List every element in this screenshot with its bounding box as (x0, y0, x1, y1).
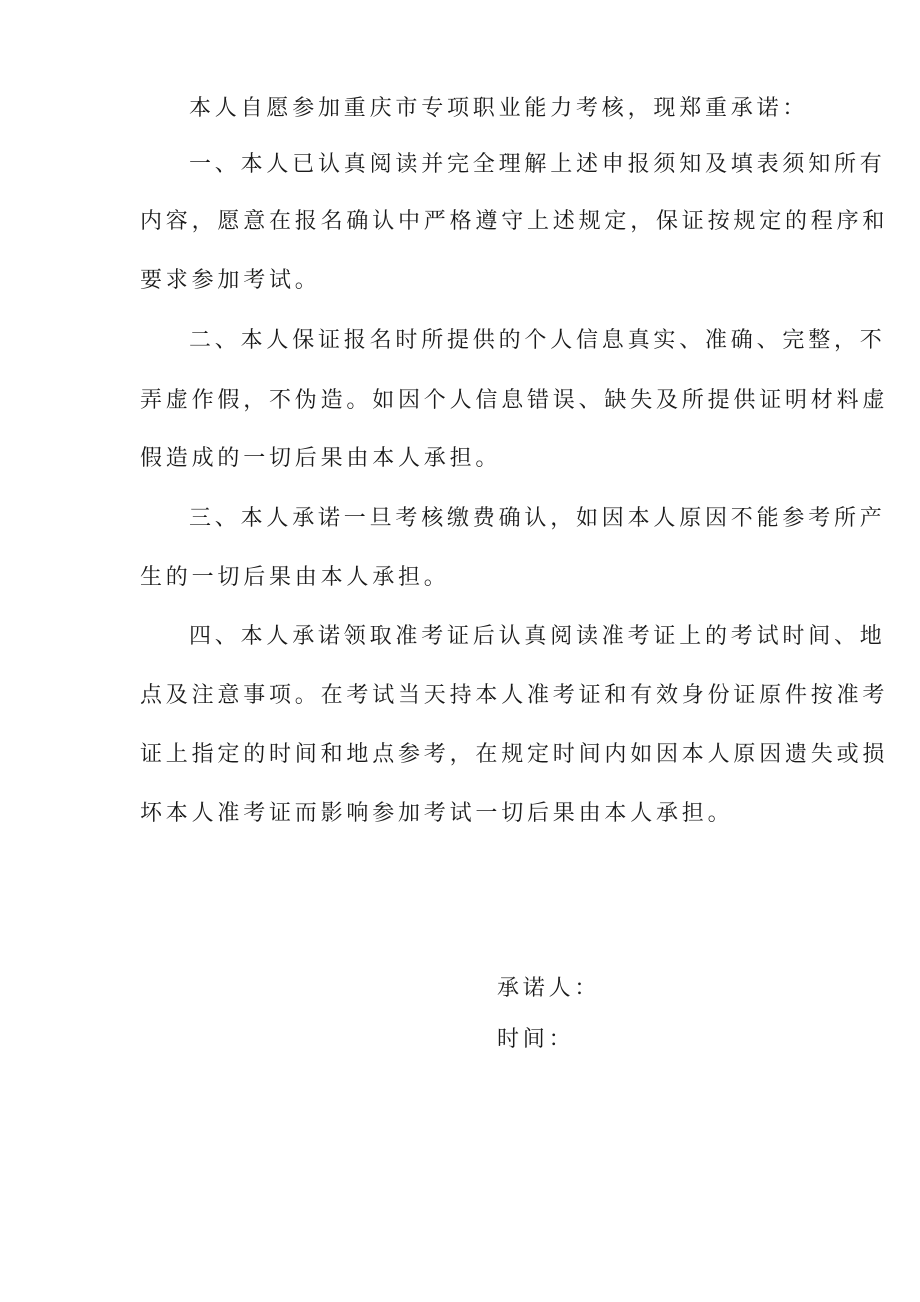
clause-4-line-3: 证上指定的时间和地点参考，在规定时间内如因本人原因遗失或损 (140, 742, 889, 767)
clause-2-line-3: 假造成的一切后果由本人承担。 (140, 446, 502, 471)
intro-line: 本人自愿参加重庆市专项职业能力考核，现郑重承诺： (189, 96, 809, 121)
clause-4-line-1: 四、本人承诺领取准考证后认真阅读准考证上的考试时间、地 (189, 624, 886, 649)
clause-2-line-1: 二、本人保证报名时所提供的个人信息真实、准确、完整，不 (189, 328, 886, 353)
clause-1-line-3: 要求参加考试。 (140, 268, 321, 293)
clause-3-line-2: 生的一切后果由本人承担。 (140, 565, 450, 590)
clause-2-line-2: 弄虚作假，不伪造。如因个人信息错误、缺失及所提供证明材料虚 (140, 388, 889, 413)
clause-4-line-2: 点及注意事项。在考试当天持本人准考证和有效身份证原件按准考 (140, 683, 889, 708)
clause-4-line-4: 坏本人准考证而影响参加考试一切后果由本人承担。 (140, 801, 734, 826)
date-label: 时间： (497, 1027, 575, 1052)
clause-1-line-1: 一、本人已认真阅读并完全理解上述申报须知及填表须知所有 (189, 152, 886, 177)
clause-1-line-2: 内容，愿意在报名确认中严格遵守上述规定，保证按规定的程序和 (140, 209, 889, 234)
clause-3-line-1: 三、本人承诺一旦考核缴费确认，如因本人原因不能参考所产 (189, 506, 886, 531)
promisor-label: 承诺人： (497, 976, 601, 1001)
